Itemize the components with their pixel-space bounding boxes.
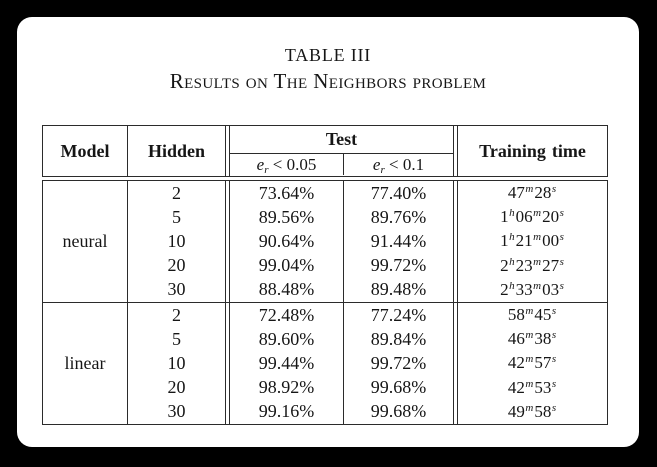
er-01-column — [343, 303, 453, 424]
hidden-cell: 2 — [172, 304, 181, 325]
training-time-cell: 58 $^m$ 45 $^s$ — [507, 305, 557, 325]
test-01-cell: 77.40% — [370, 182, 427, 203]
paper-card — [17, 17, 639, 447]
training-time-cell: 2 $^h$ 33 $^m$ 03 $^s$ — [500, 279, 564, 299]
table-title: TABLE III — [284, 45, 372, 65]
test-01-cell: 99.68% — [370, 401, 427, 422]
training-time-cell: 46 $^m$ 38 $^s$ — [507, 329, 557, 349]
results-table — [42, 125, 608, 425]
test-005-cell: 99.44% — [258, 352, 315, 373]
test-01-cell: 89.48% — [370, 279, 427, 300]
header-hidden: Hidden — [147, 140, 206, 161]
test-01-cell: 99.72% — [370, 352, 427, 373]
table-header-row — [42, 125, 608, 177]
training-time-cell: 42 $^m$ 57 $^s$ — [507, 353, 557, 373]
hidden-cell: 10 — [167, 230, 186, 251]
training-time-cell: 1 $^h$ 06 $^m$ 20 $^s$ — [500, 207, 564, 227]
model-cell: linear — [43, 303, 128, 424]
test-005-cell: 72.48% — [258, 304, 315, 325]
hidden-cell: 10 — [167, 352, 186, 373]
test-01-cell: 99.68% — [370, 377, 427, 398]
er-005-column — [230, 181, 343, 302]
hidden-cell: 5 — [172, 206, 181, 227]
test-005-cell: 99.04% — [258, 255, 315, 276]
test-01-cell: 91.44% — [370, 230, 427, 251]
training-time-cell: 49 $^m$ 58 $^s$ — [507, 401, 557, 421]
table-caption: Results on The Neighbors problem — [169, 69, 487, 93]
training-time-column — [458, 181, 607, 302]
test-01-cell: 77.24% — [370, 304, 427, 325]
training-time-cell: 42 $^m$ 53 $^s$ — [507, 377, 557, 397]
test-005-cell: 98.92% — [258, 377, 315, 398]
test-01-cell: 89.76% — [370, 206, 427, 227]
test-005-cell: 90.64% — [258, 230, 315, 251]
test-005-cell: 89.56% — [258, 206, 315, 227]
test-005-cell: 73.64% — [258, 182, 315, 203]
training-time-cell: 2 $^h$ 23 $^m$ 27 $^s$ — [500, 255, 564, 275]
table-group-neural — [43, 181, 607, 302]
header-er-005: $e_r$ < 0.05 — [256, 154, 317, 176]
table-group-linear — [43, 302, 607, 424]
header-test-group — [230, 126, 453, 176]
model-cell: neural — [43, 181, 128, 302]
test-005-cell: 88.48% — [258, 279, 315, 300]
hidden-cell: 20 — [167, 377, 186, 398]
table-body — [42, 180, 608, 425]
hidden-column — [128, 181, 225, 302]
hidden-cell: 5 — [172, 328, 181, 349]
hidden-cell: 30 — [167, 401, 186, 422]
training-time-cell: 47 $^m$ 28 $^s$ — [507, 183, 557, 203]
test-01-cell: 89.84% — [370, 328, 427, 349]
header-test-subrow — [230, 154, 453, 175]
test-005-cell: 89.60% — [258, 328, 315, 349]
test-005-cell: 99.16% — [258, 401, 315, 422]
header-training-time: Training time — [479, 140, 586, 161]
header-test: Test — [230, 126, 453, 154]
hidden-cell: 2 — [172, 182, 181, 203]
header-model: Model — [43, 126, 128, 176]
er-005-column — [230, 303, 343, 424]
test-01-cell: 99.72% — [370, 255, 427, 276]
er-01-column — [343, 181, 453, 302]
training-time-column — [458, 303, 607, 424]
hidden-cell: 20 — [167, 255, 186, 276]
hidden-column — [128, 303, 225, 424]
hidden-cell: 30 — [167, 279, 186, 300]
header-er-01: $e_r$ < 0.1 — [343, 154, 453, 175]
training-time-cell: 1 $^h$ 21 $^m$ 00 $^s$ — [500, 231, 564, 251]
